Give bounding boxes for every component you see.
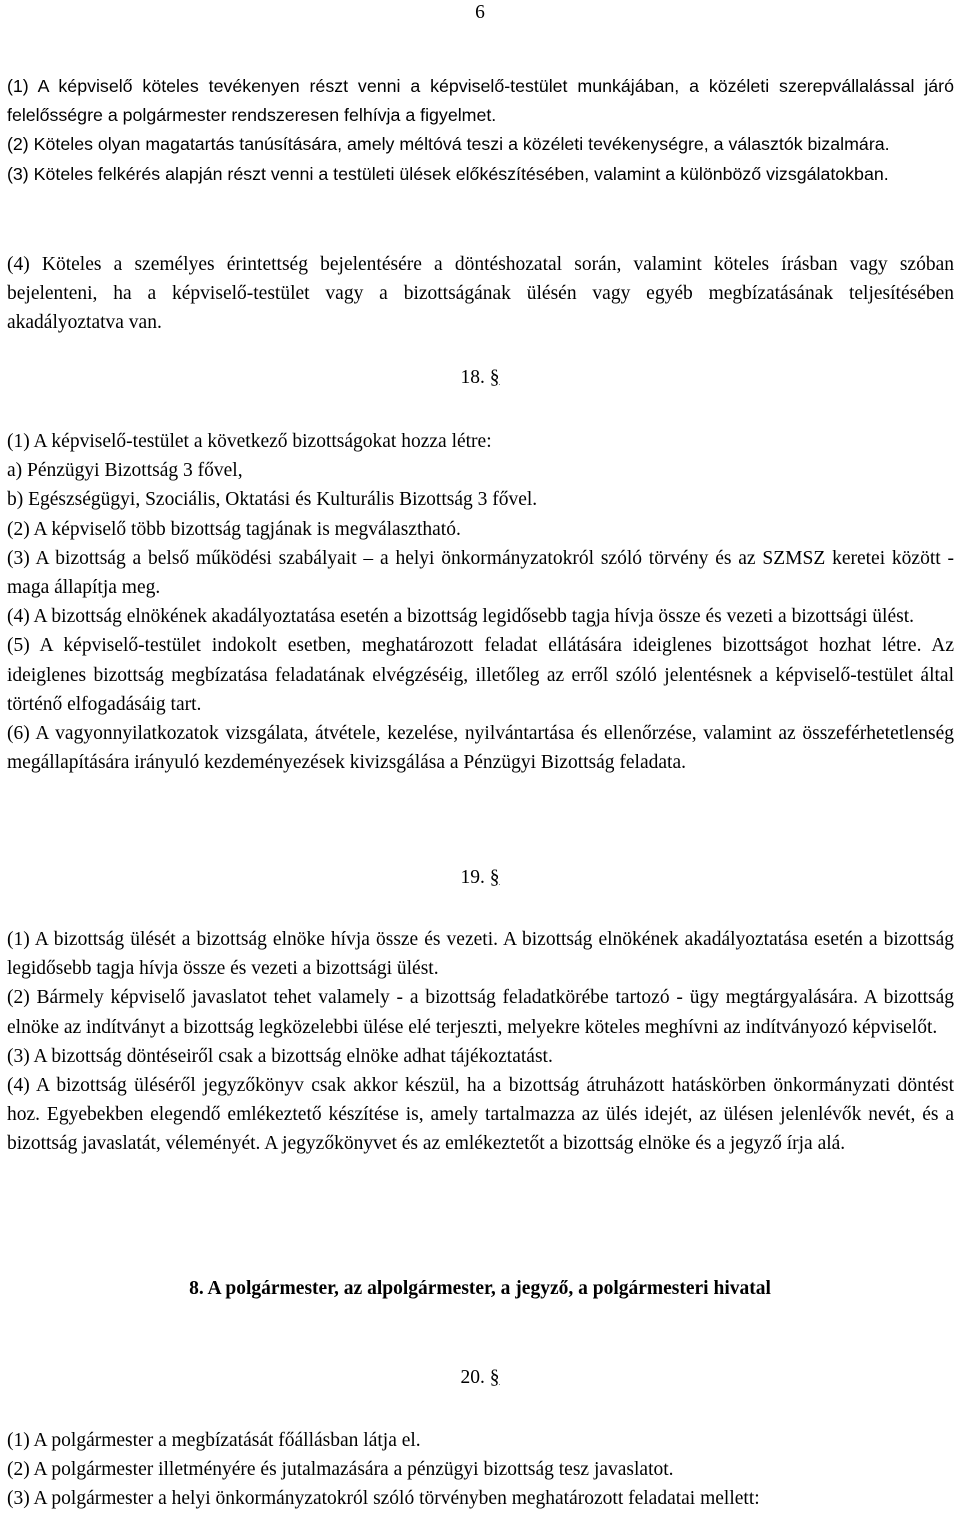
paragraph: (2) A képviselő több bizottság tagjának is megválasztható. [7,518,461,540]
paragraph: (4) A bizottság elnökének akadályoztatása esetén a bizottság legidősebb tagja hívja össze és vezeti a bizottsági ülést. [7,606,914,628]
paragraph: b) Egészségügyi, Szociális, Oktatási és Kulturális Bizottság 3 fővel. [7,489,538,511]
paragraph: (2) Köteles olyan magatartás tanúsítására, amely méltóvá teszi a közéleti tevékenységre, a választók bizalmára. [7,134,890,155]
paragraph-block-18 [7,427,954,777]
chapter-title: 8. A polgármester, az alpolgármester, a jegyző, a polgármesteri hivatal [189,1278,771,1299]
paragraph: (2) Bármely képviselő javaslatot tehet valamely - a bizottság feladatkörébe tartozó - ügy megtárgyalására. A bizottság elnöke az indítványt a bizottság legközelebbi ülése elé terjeszti, melyekre köteles meghívni az indítványozó képviselőt. [7,987,954,1038]
paragraph: (1) A polgármester a megbízatását főállásban látja el. [7,1430,421,1451]
section-heading-18 [0,367,960,389]
section-symbol: § [489,367,500,388]
paragraph: (3) A polgármester a helyi önkormányzatokról szóló törvényben meghatározott feladatai mellett: [7,1488,760,1510]
paragraph: (5) A képviselő-testület indokolt esetben, meghatározott feladat ellátására ideiglenes bizottságot hozhat létre. Az ideiglenes bizottság megbízatása feladatának elvégzéséig, illetőleg az erről szóló jelentésnek a képviselő-testület által történő elfogadásáig tart. [7,635,954,715]
paragraph: (6) A vagyonnyilatkozatok vizsgálata, átvétele, kezelése, nyilvántartása és ellenőrzése, valamint az összeférhetetlenség megállapítására irányuló kezdeményezések kivizsgálása a Pénzügyi Bizottság feladata. [7,723,954,774]
paragraph-block-19 [7,925,954,1159]
page-number: 6 [475,2,485,23]
paragraph: (2) A polgármester illetményére és jutalmazására a pénzügyi bizottság tesz javaslatot. [7,1459,674,1481]
paragraph: (4) A bizottság üléséről jegyzőkönyv csak akkor készül, ha a bizottság átruházott hatáskörben önkormányzati döntést hoz. Egyebekben elegendő emlékeztető készítése is, amely tartalmazza az ülés idejét, az ülésen jelenlévők nevét, és a bizottság javaslatát, véleményét. A jegyzőkönyvet és az emlékeztetőt a bizottság elnöke és a jegyző írja alá. [7,1075,954,1155]
paragraph: (1) A képviselő-testület a következő bizottságokat hozza létre: [7,431,492,452]
section-heading-19 [0,867,960,889]
paragraph-block-17-4 [7,250,954,338]
section-number: 20. [460,1367,485,1388]
paragraph: a) Pénzügyi Bizottság 3 fővel, [7,460,243,482]
paragraph: (1) A bizottság ülését a bizottság elnöke hívja össze és vezeti. A bizottság elnökének akadályoztatása esetén a bizottság legidősebb tagja hívja össze és vezeti a bizottsági ülést. [7,929,954,980]
paragraph: (4) Köteles a személyes érintettség bejelentésére a döntéshozatal során, valamint köteles írásban vagy szóban bejelenteni, ha a képviselő-testület vagy a bizottságának ülésén vagy egyéb megbízatásának teljesítésében akadályoztatva van. [7,254,954,334]
paragraph: (3) A bizottság a belső működési szabályait – a helyi önkormányzatokról szóló törvény és az SZMSZ keretei között - maga állapítja meg. [7,547,954,599]
section-heading-20 [0,1367,960,1389]
section-number: 19. [460,867,485,888]
section-number: 18. [460,367,485,388]
paragraph: (1) A képviselő köteles tevékenyen részt venni a képviselő-testület munkájában, a közéleti szerepvállalással járó felelősségre a polgármester rendszeresen felhívja a figyelmet. [7,76,954,126]
paragraph: (3) Köteles felkérés alapján részt venni a testületi ülések előkészítésében, valamint a különböző vizsgálatokban. [7,163,889,184]
section-symbol: § [489,867,500,888]
paragraph: (3) A bizottság döntéseiről csak a bizottság elnöke adhat tájékoztatást. [7,1045,553,1067]
paragraph-block-20 [7,1426,954,1514]
paragraph-block-17-sans [7,72,954,189]
section-symbol: § [489,1367,500,1388]
